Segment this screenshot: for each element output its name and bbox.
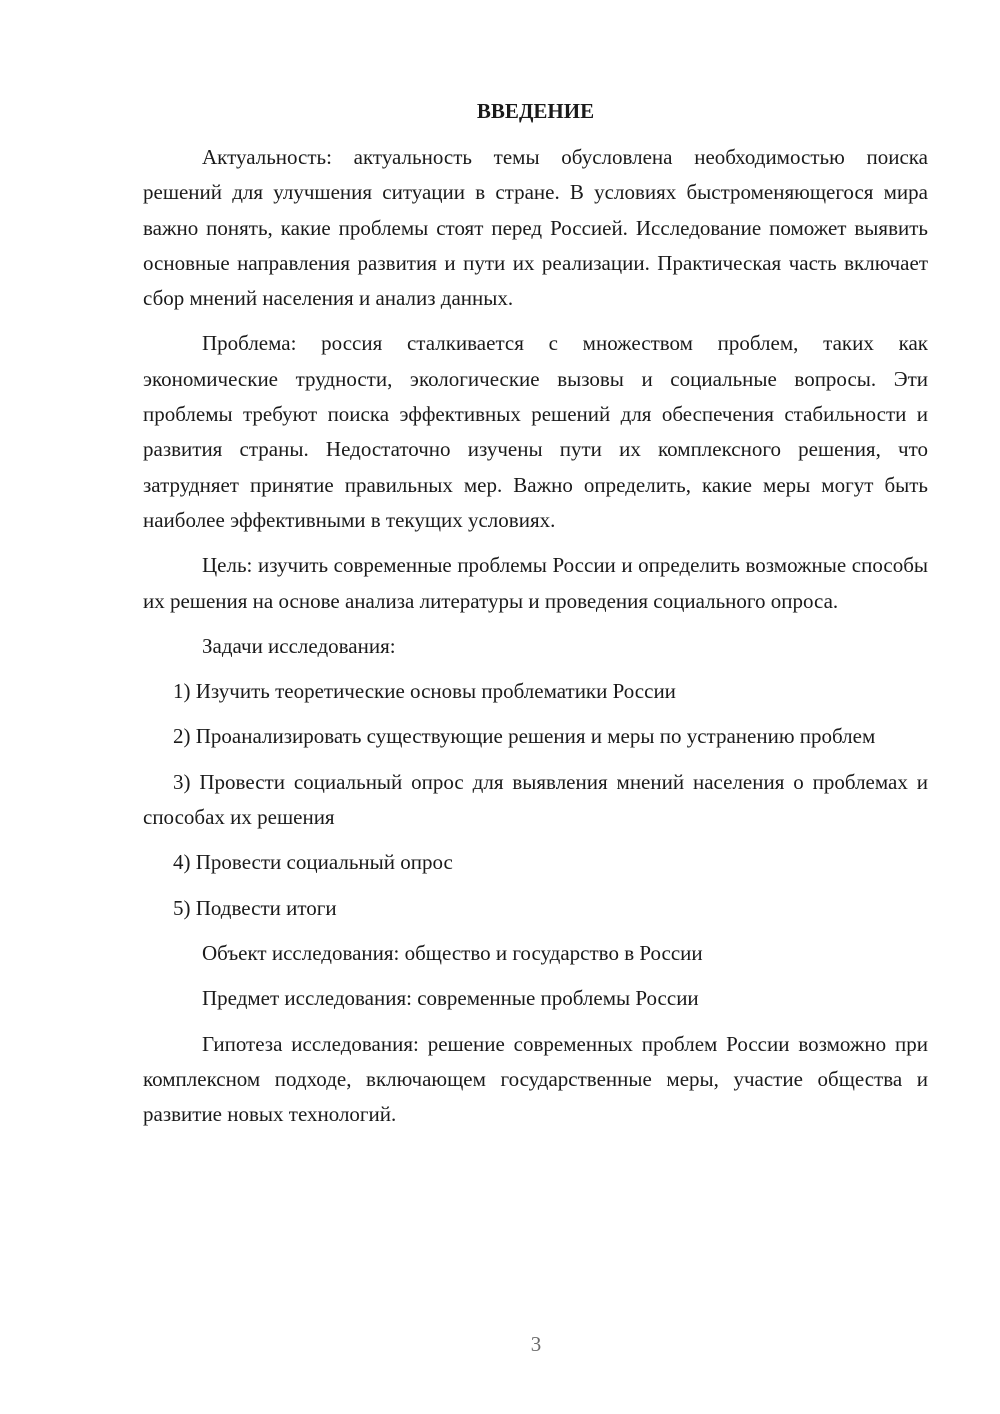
research-subject: Предмет исследования: современные проблемы России (202, 986, 699, 1011)
relevance-paragraph: Актуальность: актуальность темы обусловлена необходимостью поиска решений для улучшения ситуации в стране. В условиях быстроменяющегося мира важно понять, какие проблемы стоят перед Россией. Исследование поможет выявить основные направления развития и пути их реализации. Практическая часть включает сбор мнений населения и анализ данных. (143, 145, 928, 311)
task-item: 5) Подвести итоги (173, 895, 337, 920)
tasks-heading: Задачи исследования: (202, 633, 396, 658)
section-heading: ВВЕДЕНИЕ (476, 99, 595, 123)
task-item: 2) Проанализировать существующие решения и меры по устранению проблем (173, 724, 876, 749)
research-object: Объект исследования: общество и государство в России (202, 940, 703, 965)
page-number: 3 (530, 1332, 542, 1356)
goal-paragraph: Цель: изучить современные проблемы России и определить возможные способы их решения на основе анализа литературы и проведения социального опроса. (143, 553, 928, 613)
problem-paragraph: Проблема: россия сталкивается с множеством проблем, таких как экономические трудности, экологические вызовы и социальные вопросы. Эти проблемы требуют поиска эффективных решений для обеспечения стабильности и развития страны. Недостаточно изучены пути их комплексного решения, что затрудняет принятие правильных мер. Важно определить, какие меры могут быть наиболее эффективными в текущих условиях. (143, 331, 928, 532)
task-item: 4) Провести социальный опрос (173, 850, 453, 875)
task-item: 1) Изучить теоретические основы проблематики России (173, 679, 676, 704)
page-content (143, 96, 928, 1142)
hypothesis-paragraph: Гипотеза исследования: решение современных проблем России возможно при комплексном подходе, включающем государственные меры, участие общества и развитие новых технологий. (143, 1031, 928, 1127)
task-item: 3) Провести социальный опрос для выявления мнений населения о проблемах и способах их решения (143, 769, 928, 830)
